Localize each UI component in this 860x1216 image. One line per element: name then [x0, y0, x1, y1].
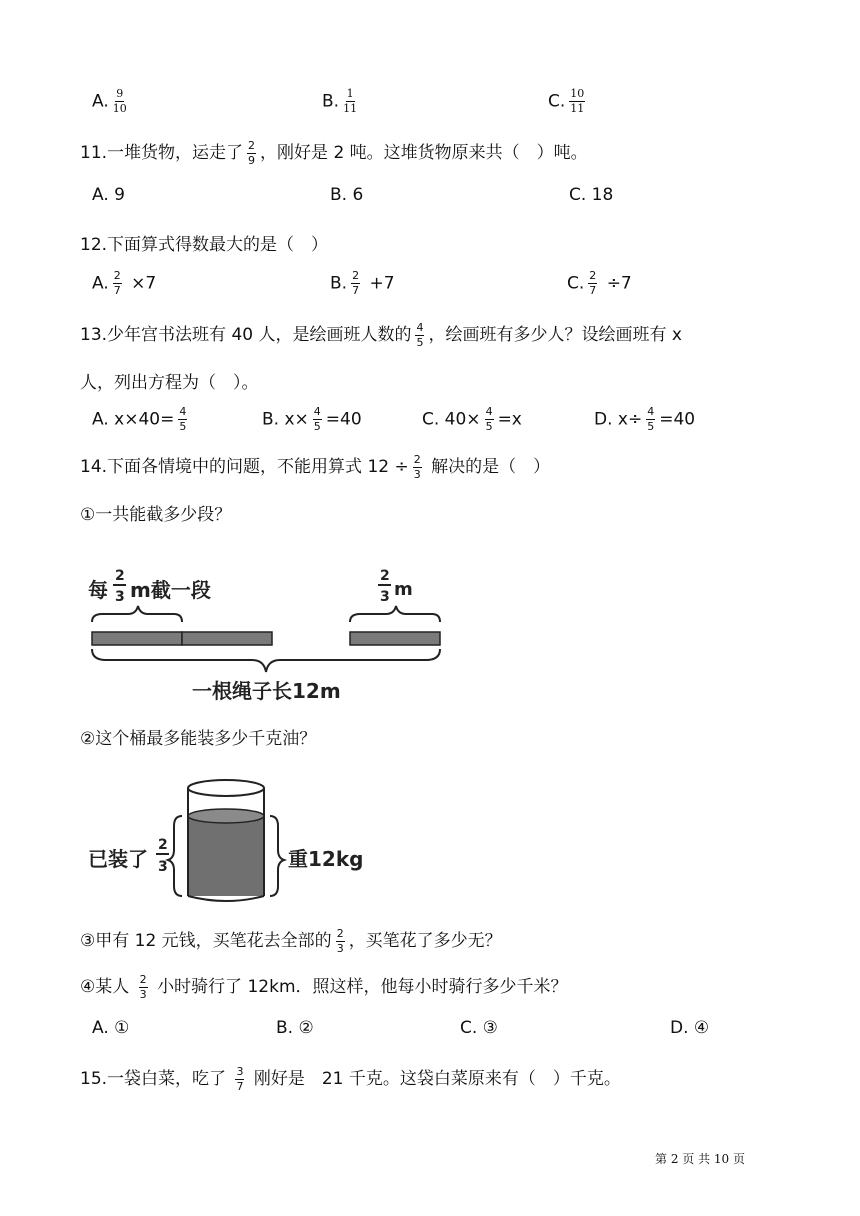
fraction: $\frac{4}{5}$	[416, 320, 424, 349]
fraction: $\frac{2}{7}$	[352, 269, 360, 297]
bucket-right-brace	[270, 816, 284, 896]
rope-label-suffix: m截一段	[130, 578, 211, 602]
q12-option-c: C. $\frac{2}{7}$ ÷7	[567, 269, 632, 297]
rope-figure	[80, 552, 460, 712]
question-13: 13.少年宫书法班有 40 人，是绘画班人数的 $\frac{4}{5}$ ，绘画班有多少人？设绘画班有 x	[80, 320, 682, 349]
oil-fill	[188, 816, 264, 896]
page-footer: 第 2 页 共 10 页	[655, 1152, 745, 1166]
oil-surface	[188, 809, 264, 823]
q14-scenario-3: ③甲有 12 元钱，买笔花去全部的 $\frac{2}{3}$ ，买笔花了多少无？	[80, 926, 502, 955]
rope-total-label: 一根绳子长12m	[192, 679, 341, 703]
rope-right-unit: m	[394, 579, 413, 600]
bucket-left-brace	[168, 816, 182, 896]
fraction: $\frac{4}{5}$	[313, 405, 321, 433]
q14-option-c: C. ③	[460, 1018, 498, 1038]
q14-scenario-2: ②这个桶最多能装多少千克油？	[80, 729, 317, 749]
segment-brace-left	[92, 606, 182, 622]
total-brace	[92, 649, 440, 672]
fraction: $\frac{2}{3}$	[413, 452, 421, 481]
fraction: $\frac{4}{5}$	[179, 405, 187, 433]
rope-label-den: 3	[115, 589, 125, 605]
q10-option-b: B. $\frac{1}{11}$	[322, 87, 358, 115]
q12-option-b: B. $\frac{2}{7}$ +7	[330, 269, 395, 297]
q12-option-a: A. $\frac{2}{7}$ ×7	[92, 269, 157, 297]
fraction: $\frac{3}{7}$	[236, 1064, 244, 1093]
question-15: 15.一袋白菜，吃了 $\frac{3}{7}$ 刚好是 21 千克。这袋白菜原来有（ ）千克。	[80, 1064, 621, 1093]
question-11: 11.一堆货物，运走了 $\frac{2}{9}$ ，刚好是 2 吨。这堆货物原来共（ ）吨。	[80, 138, 588, 167]
segment-brace-right	[350, 606, 440, 622]
q11-option-a: A. 9	[92, 185, 125, 205]
question-14: 14.下面各情境中的问题，不能用算式 12 ÷ $\frac{2}{3}$ 解决的是（ ）	[80, 452, 551, 481]
fraction: $\frac{4}{5}$	[485, 405, 493, 433]
q14-option-b: B. ②	[276, 1018, 314, 1038]
fraction: $\frac{1}{11}$	[343, 87, 358, 115]
fraction: $\frac{2}{9}$	[248, 138, 256, 167]
fraction: $\frac{2}{7}$	[589, 269, 597, 297]
rope-segment	[182, 632, 272, 645]
q14-scenario-4: ④某人 $\frac{2}{3}$ 小时骑行了 12km．照这样，他每小时骑行多少千米？	[80, 972, 568, 1001]
fraction: $\frac{2}{3}$	[336, 926, 344, 955]
rope-right-den: 3	[380, 589, 390, 605]
fraction: $\frac{2}{3}$	[139, 972, 147, 1001]
rope-right-num: 2	[380, 568, 390, 584]
q13-option-b: B. x× $\frac{4}{5}$ =40	[262, 405, 362, 433]
q14-option-a: A. ①	[92, 1018, 130, 1038]
fraction: $\frac{2}{7}$	[113, 269, 121, 297]
bucket-frac-den: 3	[158, 859, 168, 875]
bucket-left-label: 已装了	[88, 847, 148, 871]
q14-option-d: D. ④	[670, 1018, 710, 1038]
rope-segment	[92, 632, 182, 645]
fraction: $\frac{4}{5}$	[647, 405, 655, 433]
q13-option-a: A. x×40= $\frac{4}{5}$	[92, 405, 187, 433]
q11-option-b: B. 6	[330, 185, 364, 205]
bucket-rim	[188, 780, 264, 796]
q13-option-c: C. 40× $\frac{4}{5}$ =x	[422, 405, 522, 433]
rope-segment	[350, 632, 440, 645]
q10-option-a: A. $\frac{9}{10}$	[92, 87, 127, 115]
bucket-frac-num: 2	[158, 837, 168, 853]
rope-label-prefix: 每	[88, 578, 108, 602]
q14-scenario-1: ①一共能截多少段？	[80, 505, 232, 525]
q13-option-d: D. x÷ $\frac{4}{5}$ =40	[594, 405, 696, 433]
fraction: $\frac{9}{10}$	[112, 87, 127, 115]
bucket-right-label: 重12kg	[288, 847, 364, 871]
question-13-line-2: 人，列出方程为（ ）。	[80, 373, 259, 393]
question-12: 12.下面算式得数最大的是（ ）	[80, 235, 329, 255]
fraction: $\frac{10}{11}$	[570, 87, 585, 115]
bucket-base	[188, 896, 264, 901]
q11-option-c: C. 18	[569, 185, 614, 205]
rope-label-num: 2	[115, 568, 125, 584]
bucket-figure	[80, 774, 380, 904]
q10-option-c: C. $\frac{10}{11}$	[548, 87, 585, 115]
